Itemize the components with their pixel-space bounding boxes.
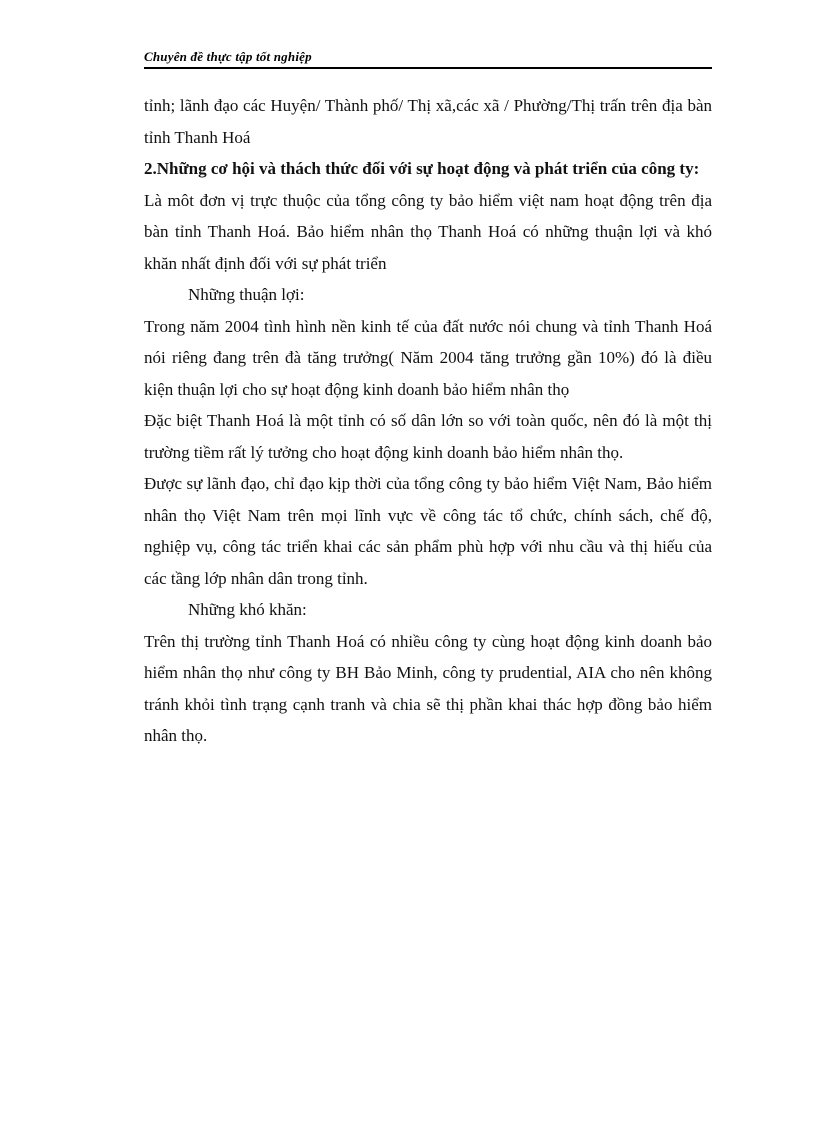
paragraph-competition: Trên thị trường tỉnh Thanh Hoá có nhiều công ty cùng hoạt động kinh doanh bảo hiểm nhân thọ như công ty BH Bảo Minh, công ty prudential, AIA cho nên không tránh khỏi tình trạng cạnh tranh và chia sẽ thị phần khai thác hợp đồng bảo hiểm nhân thọ. [144, 631, 712, 745]
header-rule [144, 67, 712, 69]
paragraph-economy: Trong năm 2004 tình hình nền kinh tế của đất nước nói chung và tỉnh Thanh Hoá nói riêng đang trên đà tăng trưởng( Năm 2004 tăng trưởng gần 10%) đó là điều kiện thuận lợi cho sự hoạt động kinh doanh bảo hiểm nhân thọ [144, 316, 712, 399]
section-heading: 2.Những cơ hội và thách thức đối với sự hoạt động và phát triển của công ty: [144, 159, 700, 178]
body-text [144, 90, 712, 752]
paragraph-intro: tỉnh; lãnh đạo các Huyện/ Thành phố/ Thị xã,các xã / Phường/Thị trấn trên địa bàn tỉnh Thanh Hoá [144, 96, 712, 147]
paragraph-unit: Là môt đơn vị trực thuộc của tổng công ty bảo hiểm việt nam hoạt động trên địa bàn tỉnh Thanh Hoá. Bảo hiểm nhân thọ Thanh Hoá có những thuận lợi và khó khăn nhất định đối với sự phát triển [144, 190, 712, 273]
subheading-difficulties: Những khó khăn: [188, 600, 307, 619]
subheading-advantages: Những thuận lợi: [188, 285, 305, 304]
header-title: Chuyên đề thực tập tốt nghiệp [144, 49, 312, 64]
page-header [144, 47, 712, 69]
paragraph-leadership: Được sự lãnh đạo, chỉ đạo kịp thời của tổng công ty bảo hiểm Việt Nam, Bảo hiểm nhân thọ Việt Nam trên mọi lĩnh vực về công tác tổ chức, chính sách, chế độ, nghiệp vụ, công tác triển khai các sản phẩm phù hợp với nhu cầu và thị hiếu của các tầng lớp nhân dân trong tỉnh. [144, 474, 712, 588]
paragraph-population: Đặc biệt Thanh Hoá là một tỉnh có số dân lớn so với toàn quốc, nên đó là một thị trường tiềm rất lý tưởng cho hoạt động kinh doanh bảo hiểm nhân thọ. [144, 411, 712, 462]
